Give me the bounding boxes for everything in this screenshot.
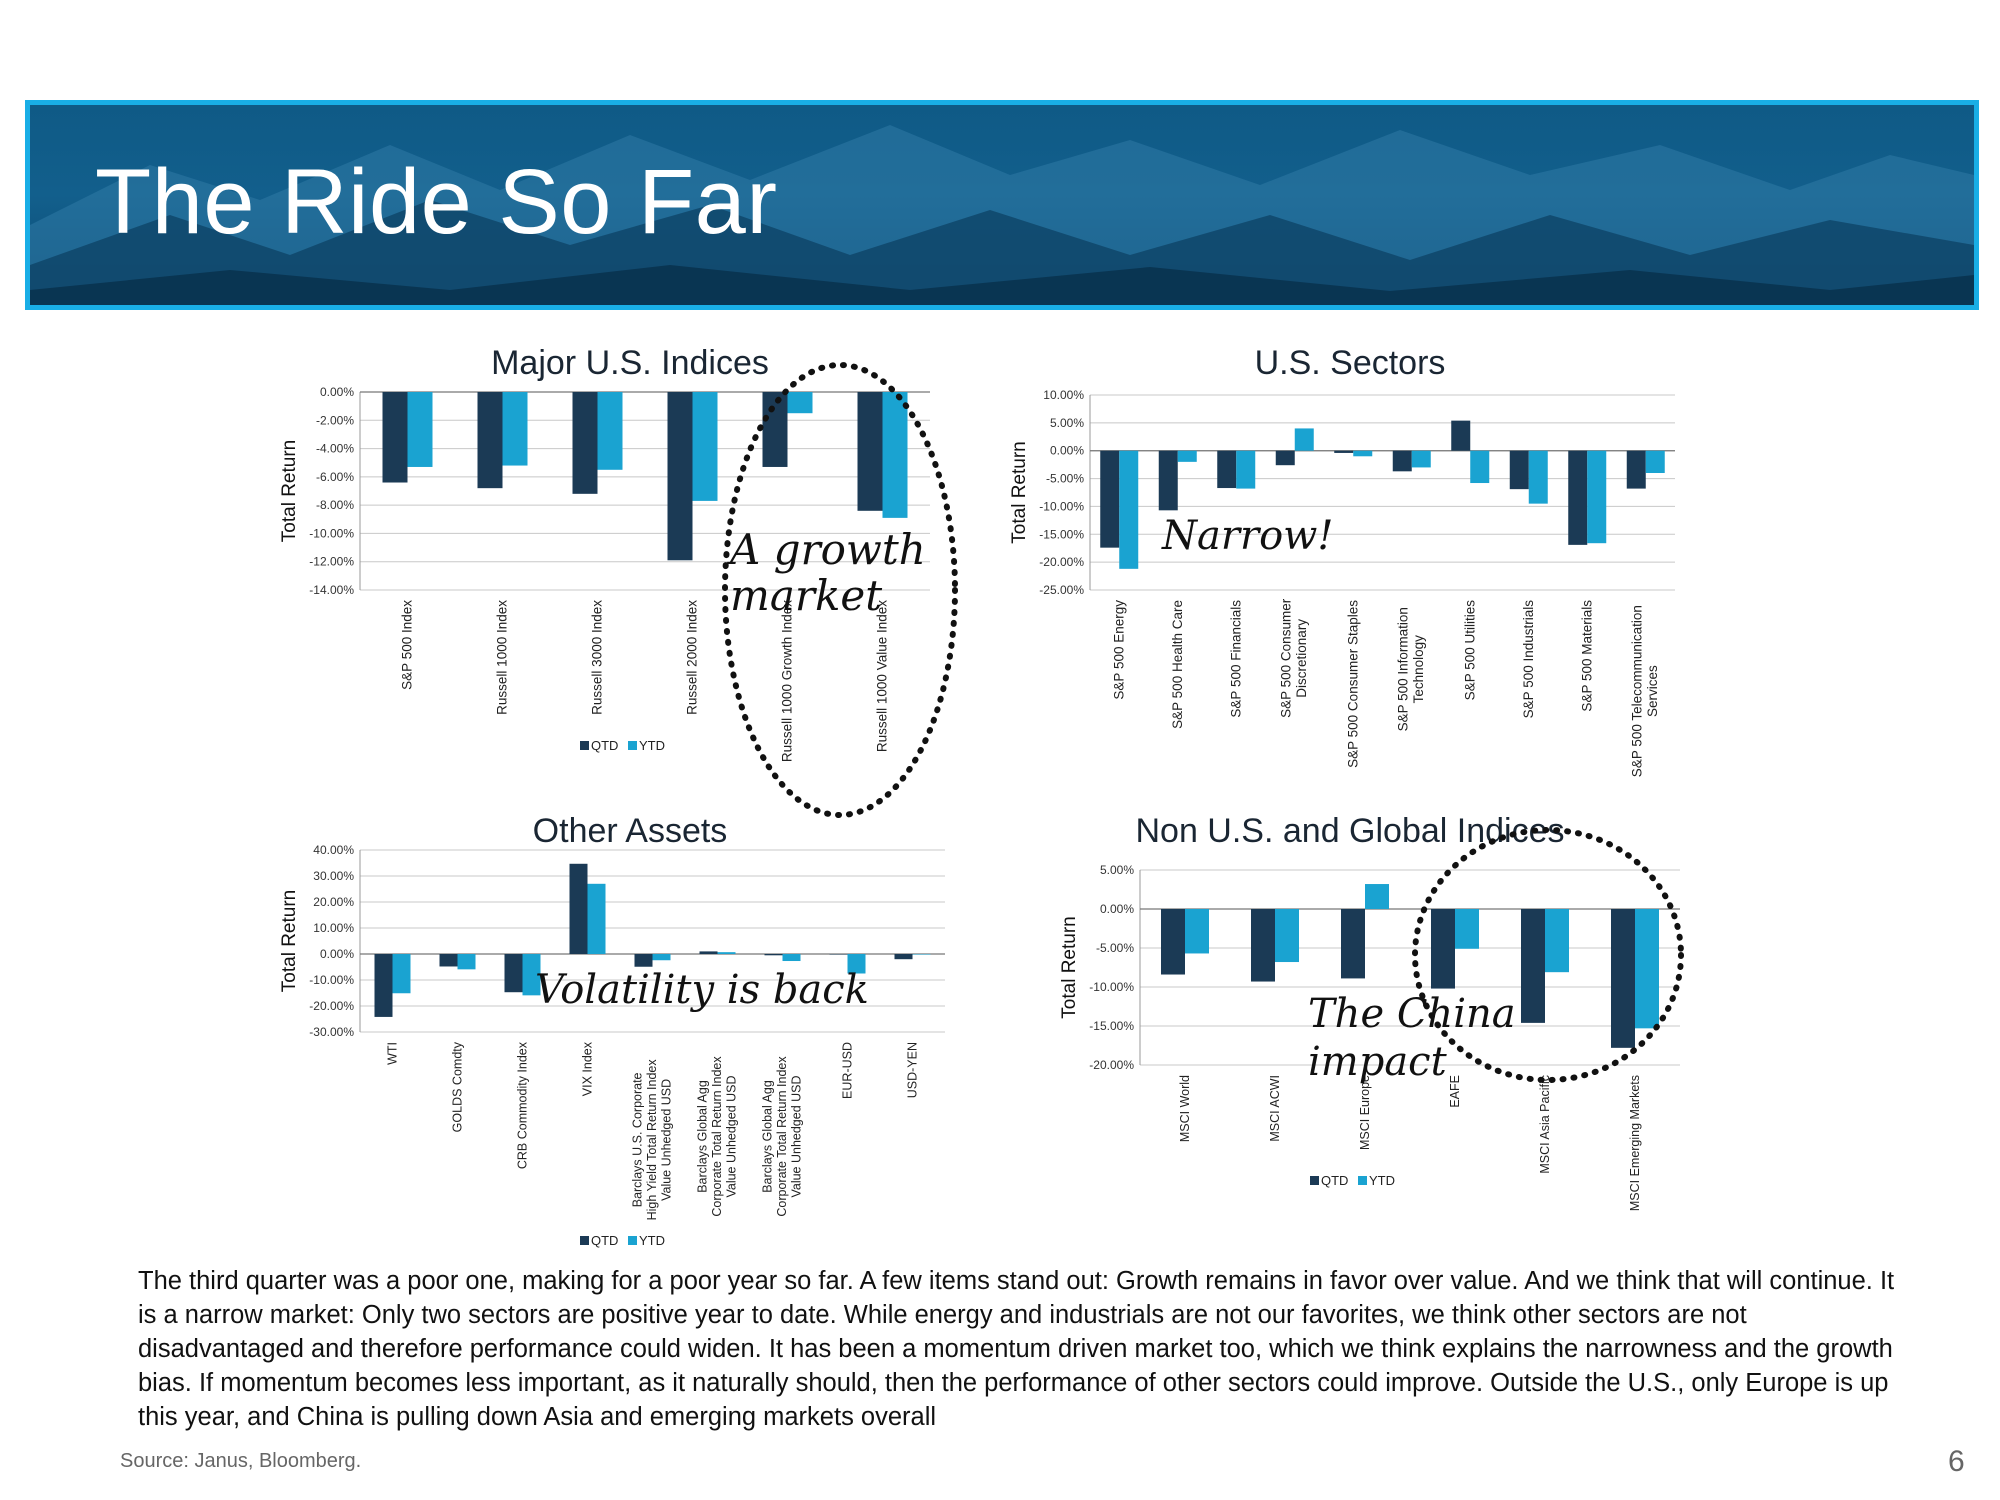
x-category-label-line: EAFE xyxy=(1448,1075,1462,1108)
y-tick-label: -14.00% xyxy=(309,583,354,597)
y-axis-label: Total Return xyxy=(279,439,300,543)
y-tick-label: -15.00% xyxy=(1089,1019,1134,1033)
y-tick-label: -30.00% xyxy=(309,1025,354,1039)
china-callout-circle xyxy=(1415,830,1681,1080)
y-tick-label: 5.00% xyxy=(1049,415,1084,430)
y-axis-label: Total Return xyxy=(279,889,300,993)
annotation-china-line2: impact xyxy=(1308,1039,1447,1085)
x-category-label-line: MSCI Emerging Markets xyxy=(1628,1075,1642,1212)
chart-title: Non U.S. and Global Indices xyxy=(1135,812,1565,850)
chart-title: U.S. Sectors xyxy=(1254,344,1446,382)
legend-label-ytd: YTD xyxy=(639,1233,665,1248)
y-tick-label: 0.00% xyxy=(319,947,354,961)
annotation-growth-line1: A growth xyxy=(730,525,926,574)
y-tick-label: -12.00% xyxy=(309,554,354,569)
y-tick-label: 10.00% xyxy=(313,921,354,935)
y-tick-label: 10.00% xyxy=(1043,388,1084,402)
x-category-label-line: Corporate Total Return Index xyxy=(774,1056,789,1217)
x-category-label-line: Corporate Total Return Index xyxy=(709,1056,724,1217)
x-category-label-line: GOLDS Comdty xyxy=(450,1042,465,1133)
x-category-label-line: S&P 500 Utilities xyxy=(1462,600,1478,701)
chart-title: Other Assets xyxy=(532,812,728,850)
y-tick-label: -10.00% xyxy=(309,526,354,541)
x-category-label-line: High Yield Total Return Index xyxy=(644,1059,659,1221)
x-category-label-line: Russell 1000 Index xyxy=(494,600,510,715)
page-title: The Ride So Far xyxy=(95,151,778,253)
x-category-label-line: Value Unhedged USD xyxy=(659,1078,674,1201)
annotation-volatility: Volatility is back xyxy=(535,967,869,1013)
legend-label-qtd: QTD xyxy=(591,1233,619,1248)
annotation-narrow: Narrow! xyxy=(1162,513,1334,559)
x-category-label-line: MSCI ACWI xyxy=(1268,1075,1282,1142)
legend-label-ytd: YTD xyxy=(639,738,665,753)
y-tick-label: -10.00% xyxy=(309,973,354,987)
y-tick-label: -5.00% xyxy=(1095,941,1134,955)
x-category-label-line: Value Unhedged USD xyxy=(789,1075,804,1198)
x-category-label-line: Barclays Global Agg xyxy=(760,1080,775,1193)
y-tick-label: -8.00% xyxy=(315,498,354,513)
x-category-label-line: S&P 500 Energy xyxy=(1111,600,1127,700)
legend-label-ytd: YTD xyxy=(1369,1173,1395,1188)
x-category-label-line: MSCI Asia Pacific xyxy=(1538,1075,1552,1174)
y-axis-label: Total Return xyxy=(1059,916,1080,1019)
x-category-label-line: Barclays U.S. Corporate xyxy=(630,1072,645,1208)
x-category-label-line: S&P 500 Materials xyxy=(1579,600,1595,712)
x-category-label-line: S&P 500 Information xyxy=(1395,607,1411,732)
y-tick-label: 0.00% xyxy=(1099,902,1134,916)
body-paragraph: The third quarter was a poor one, making for a poor year so far. A few items stand out: Growth remains in favor over value. And we think that will continue. It is a narrow market: Only two sectors are positive year to date. While energy and industrials are not our favorites, we think other sectors are not disadvantaged and therefore performance could widen. It has been a momentum driven market too, which we think explains the narrowness and the growth bias. If momentum becomes less important, as it naturally should, then the performance of other sectors could improve. Outside the U.S., only Europe is up this year, and China is pulling down Asia and emerging markets overall xyxy=(138,1267,1895,1431)
y-axis-label: Total Return xyxy=(1009,441,1030,544)
x-category-label-line: MSCI Europe xyxy=(1358,1075,1372,1151)
x-category-label-line: Services xyxy=(1645,665,1661,718)
x-category-label-line: Technology xyxy=(1411,635,1427,704)
legend-label-qtd: QTD xyxy=(1321,1173,1349,1188)
x-category-label-line: S&P 500 Index xyxy=(399,600,415,690)
y-tick-label: -15.00% xyxy=(1039,527,1084,542)
x-category-label-line: S&P 500 Industrials xyxy=(1520,600,1536,719)
y-tick-label: 20.00% xyxy=(313,895,354,909)
x-category-label-line: VIX Index xyxy=(580,1042,595,1097)
x-category-label-line: S&P 500 Consumer Staples xyxy=(1345,600,1361,768)
y-tick-label: 0.00% xyxy=(319,385,354,399)
y-tick-label: -25.00% xyxy=(1039,583,1084,597)
x-category-label-line: S&P 500 Telecommunication xyxy=(1629,605,1645,778)
y-tick-label: 0.00% xyxy=(1049,443,1084,458)
source-note: Source: Janus, Bloomberg. xyxy=(120,1450,362,1472)
y-tick-label: -20.00% xyxy=(309,999,354,1013)
y-tick-label: -10.00% xyxy=(1089,980,1134,994)
y-tick-label: -6.00% xyxy=(315,469,354,484)
x-category-label-line: Russell 3000 Index xyxy=(589,600,605,715)
y-tick-label: -5.00% xyxy=(1045,471,1084,486)
x-category-label-line: Barclays Global Agg xyxy=(695,1080,710,1193)
x-category-label-line: Russell 2000 Index xyxy=(684,600,700,715)
legend-label-qtd: QTD xyxy=(591,738,619,753)
x-category-label-line: S&P 500 Health Care xyxy=(1169,600,1185,729)
y-tick-label: -4.00% xyxy=(315,441,354,456)
x-category-label-line: Russell 1000 Growth Index xyxy=(779,600,795,763)
x-category-label-line: USD-YEN xyxy=(905,1042,920,1099)
x-category-label-line: MSCI World xyxy=(1178,1075,1192,1143)
y-tick-label: -2.00% xyxy=(315,413,354,428)
x-category-label-line: EUR-USD xyxy=(840,1042,855,1099)
x-category-label-line: S&P 500 Consumer xyxy=(1278,598,1294,718)
y-tick-label: 40.00% xyxy=(313,843,354,857)
annotation-china-line1: The China xyxy=(1308,991,1516,1037)
x-category-label-line: Discretionary xyxy=(1294,618,1310,698)
y-tick-label: -20.00% xyxy=(1039,555,1084,570)
x-category-label-line: CRB Commodity Index xyxy=(515,1042,530,1170)
y-tick-label: -10.00% xyxy=(1039,499,1084,514)
x-category-label-line: WTI xyxy=(385,1042,400,1065)
x-category-label-line: Russell 1000 Value Index xyxy=(874,600,890,753)
annotation-growth-line2: market xyxy=(730,571,883,620)
y-tick-label: 5.00% xyxy=(1099,863,1134,877)
y-tick-label: 30.00% xyxy=(313,869,354,883)
page-number: 6 xyxy=(1948,1445,1965,1478)
y-tick-label: -20.00% xyxy=(1089,1058,1134,1072)
x-category-label-line: Value Unhedged USD xyxy=(724,1075,739,1198)
chart-title: Major U.S. Indices xyxy=(491,344,769,382)
x-category-label-line: S&P 500 Financials xyxy=(1228,600,1244,718)
